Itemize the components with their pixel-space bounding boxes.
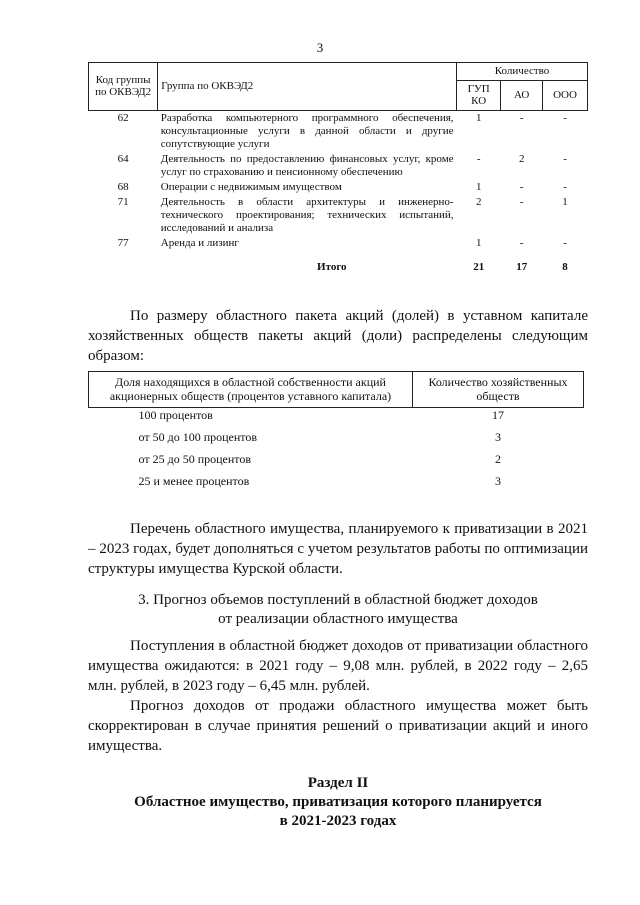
row-gup: 1 bbox=[475, 180, 482, 193]
row-code: 64 bbox=[117, 152, 129, 165]
row-share: 100 процентов bbox=[138, 407, 213, 422]
row-gup: 1 bbox=[475, 236, 482, 249]
row-count: 17 bbox=[492, 407, 504, 422]
okved-table bbox=[88, 62, 588, 275]
header-ao: АО bbox=[501, 80, 543, 110]
table-row bbox=[89, 180, 588, 195]
row-ooo: - bbox=[563, 180, 567, 193]
row-name: Аренда и лизинг bbox=[160, 236, 239, 249]
total-ao: 17 bbox=[516, 260, 528, 273]
section-2-title: Раздел II bbox=[307, 775, 369, 791]
row-count: 3 bbox=[495, 473, 501, 488]
table-row bbox=[89, 152, 588, 180]
row-count: 3 bbox=[495, 429, 501, 444]
row-gup: - bbox=[476, 152, 481, 165]
row-code: 68 bbox=[117, 180, 129, 193]
header-count: Количество хозяйственных обществ bbox=[413, 372, 584, 408]
section-2-heading bbox=[88, 774, 588, 831]
row-ao: - bbox=[519, 195, 524, 208]
row-share: от 25 до 50 процентов bbox=[138, 451, 252, 466]
table-row bbox=[89, 474, 584, 496]
row-name: Операции с недвижимым имуществом bbox=[160, 180, 342, 193]
row-gup: 1 bbox=[475, 111, 482, 124]
header-ooo: ООО bbox=[543, 80, 588, 110]
paragraph-forecast: Прогноз доходов от продажи областного имущества может быть скорректирован в случае принятия решений о приватизации акций и иного имущества. bbox=[88, 698, 588, 754]
row-ooo: - bbox=[563, 111, 567, 124]
total-gup: 21 bbox=[473, 260, 485, 273]
row-ao: - bbox=[519, 180, 524, 193]
section-3-line2: от реализации областного имущества bbox=[218, 611, 458, 627]
paragraph-distribution: По размеру областного пакета акций (долей) в уставном капитале хозяйственных обществ пакеты акций (доли) распределены следующим образом: bbox=[88, 308, 588, 364]
table-row bbox=[89, 195, 588, 236]
section-2-line1: Областное имущество, приватизация которого планируется bbox=[134, 794, 542, 810]
row-share: 25 и менее процентов bbox=[138, 473, 250, 488]
header-share: Доля находящихся в областной собственности акций акционерных обществ (процентов уставного капитала) bbox=[89, 372, 413, 408]
table-row bbox=[89, 452, 584, 474]
table-row bbox=[89, 236, 588, 251]
total-row bbox=[89, 251, 588, 275]
total-ooo: 8 bbox=[562, 260, 568, 273]
paragraph-privatization-list: Перечень областного имущества, планируемого к приватизации в 2021 – 2023 годах, будет дополняться с учетом результатов работы по оптимизации структуры имущества Курской области. bbox=[88, 521, 588, 577]
header-group: Группа по ОКВЭД2 bbox=[158, 63, 457, 111]
page-number: 3 bbox=[316, 40, 324, 55]
row-name: Деятельность в области архитектуры и инженерно-технического проектирования; технических испытаний, исследований и анализа bbox=[160, 195, 454, 234]
table-row bbox=[89, 407, 584, 430]
section-3-line1: 3. Прогноз объемов поступлений в областной бюджет доходов bbox=[138, 592, 538, 608]
shares-table bbox=[88, 371, 584, 496]
row-ao: 2 bbox=[518, 152, 525, 165]
row-code: 71 bbox=[117, 195, 129, 208]
row-name: Деятельность по предоставлению финансовых услуг, кроме услуг по страхованию и пенсионному обеспечению bbox=[160, 152, 454, 178]
row-ooo: 1 bbox=[562, 195, 568, 208]
paragraph-revenue: Поступления в областной бюджет доходов от приватизации областного имущества ожидаются: в 2021 году – 9,08 млн. рублей, в 2022 году – 2,65 млн. рублей, в 2023 году – 6,45 млн. рублей. bbox=[88, 638, 588, 694]
row-ao: - bbox=[519, 236, 524, 249]
row-count: 2 bbox=[495, 451, 501, 466]
row-ooo: - bbox=[563, 152, 567, 165]
header-code: Код группы по ОКВЭД2 bbox=[89, 63, 158, 111]
row-name: Разработка компьютерного программного обеспечения, консультационные услуги в данной области и другие сопутствующие услуги bbox=[160, 111, 454, 150]
section-2-line2: в 2021-2023 годах bbox=[279, 813, 397, 829]
row-ooo: - bbox=[563, 236, 567, 249]
row-share: от 50 до 100 процентов bbox=[138, 429, 258, 444]
row-code: 77 bbox=[117, 236, 129, 249]
row-ao: - bbox=[519, 111, 524, 124]
header-gup: ГУП КО bbox=[457, 80, 501, 110]
header-quantity: Количество bbox=[457, 63, 588, 81]
table-row bbox=[89, 430, 584, 452]
section-3-heading bbox=[88, 591, 588, 629]
total-label: Итого bbox=[317, 260, 347, 273]
row-code: 62 bbox=[117, 111, 129, 124]
row-gup: 2 bbox=[475, 195, 482, 208]
table-row bbox=[89, 110, 588, 151]
